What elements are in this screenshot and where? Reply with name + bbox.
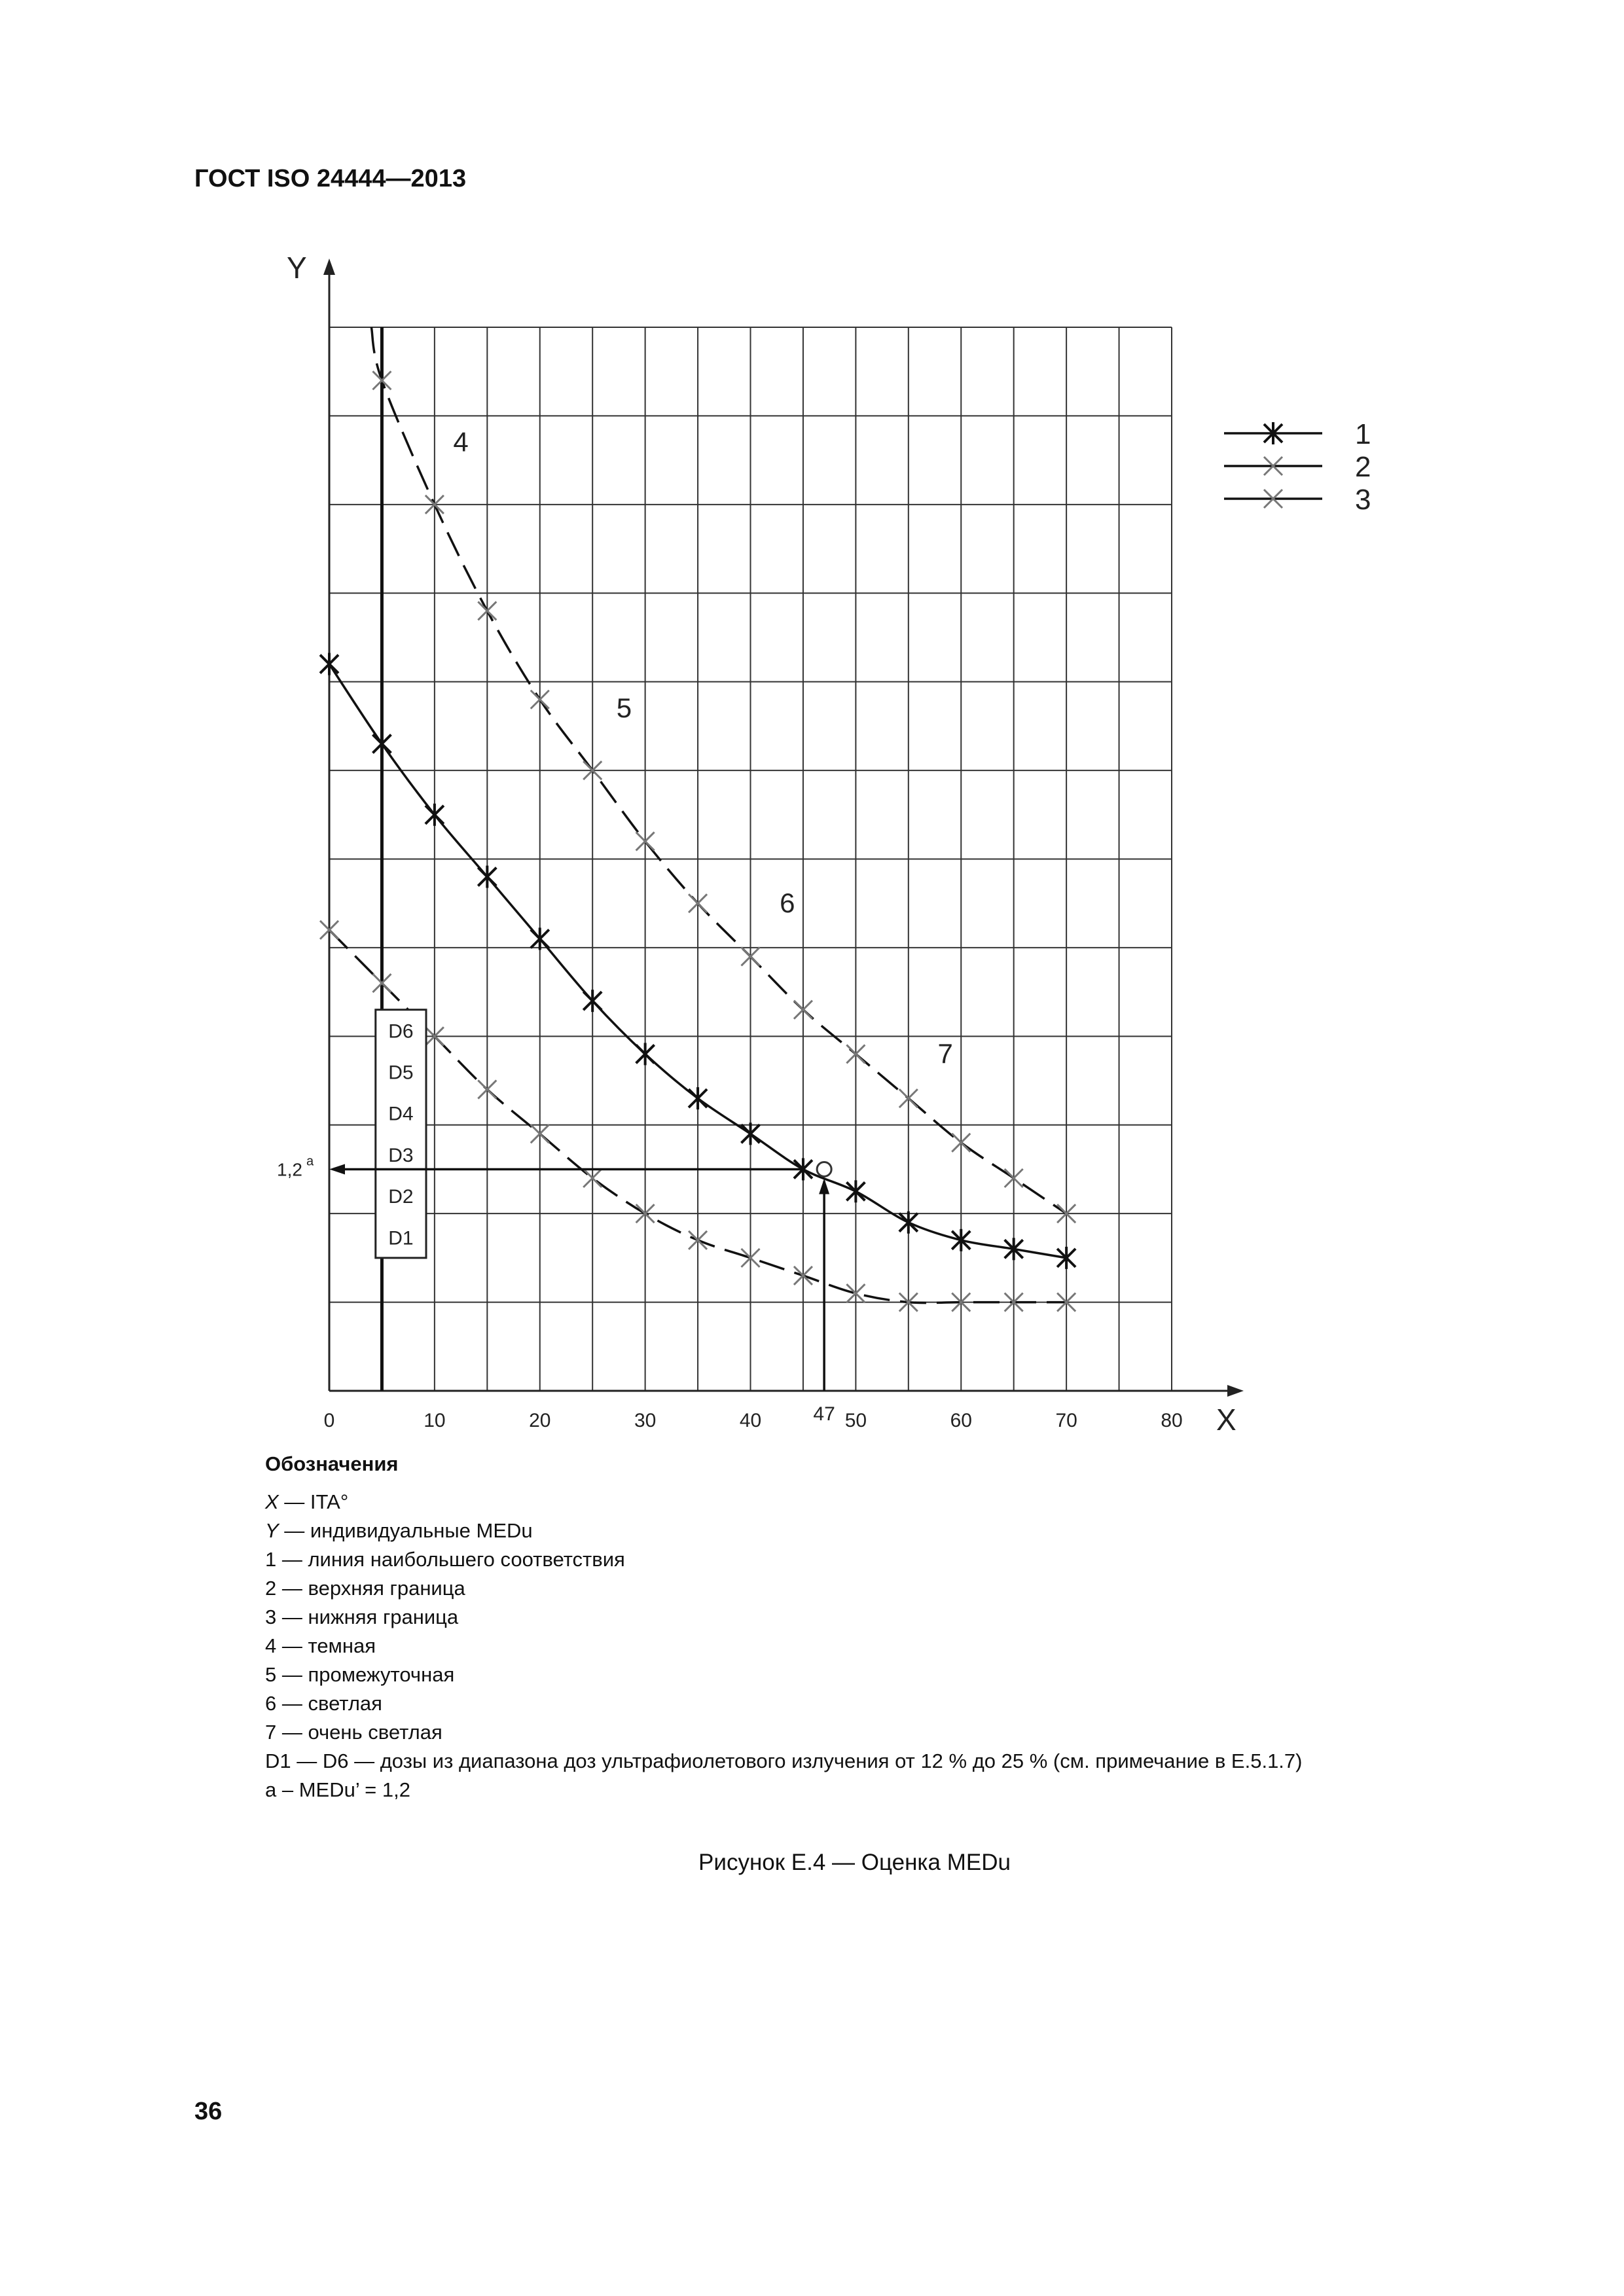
dose-label-D1: D1 (388, 1227, 414, 1249)
x-tick-label: 40 (739, 1410, 762, 1431)
x-tick-label: 70 (1055, 1410, 1077, 1431)
data-point-series-1 (952, 1229, 970, 1251)
legend-item-text: D1 — D6 — дозы из диапазона доз ультрафиолетового излучения от 12 % до 25 % (см. примечание в E.5.1.7) (265, 1749, 1303, 1772)
legend-item-symbol: X (265, 1490, 279, 1513)
annotation-y-label: 1,2 (277, 1159, 302, 1180)
legend-label-3: 3 (1355, 484, 1371, 516)
document-header: ГОСТ ISO 24444—2013 (194, 165, 467, 192)
figure-caption: Рисунок Е.4 — Оценка MEDu (698, 1850, 1011, 1875)
zone-label-6: 6 (780, 887, 795, 918)
legend-item-text: 1 — линия наибольшего соответствия (265, 1548, 625, 1571)
zone-label-4: 4 (453, 426, 469, 457)
x-tick-label: 30 (634, 1410, 657, 1431)
legend-item-text: 2 — верхняя граница (265, 1577, 465, 1600)
legend-item (265, 1488, 1302, 1516)
data-point-series-1 (320, 653, 338, 675)
legend-item-text: 5 — промежуточная (265, 1663, 455, 1686)
data-point-series-1 (531, 927, 549, 950)
legend-title: Обозначения (265, 1452, 399, 1475)
legend-item (265, 1660, 1302, 1689)
x-tick-label: 0 (323, 1410, 335, 1431)
legend-item-text: 3 — нижняя граница (265, 1605, 459, 1628)
data-point-series-1 (636, 1043, 655, 1065)
zone-label-5: 5 (616, 692, 632, 723)
legend-item (265, 1689, 1302, 1718)
x-tick-label: 50 (844, 1410, 867, 1431)
dose-label-D6: D6 (388, 1020, 414, 1043)
page-number: 36 (194, 2098, 223, 2125)
legend-item-symbol: Y (265, 1519, 279, 1542)
legend-item-text: 4 — темная (265, 1634, 376, 1657)
x-tick-label: 10 (424, 1410, 446, 1431)
legend-item (265, 1603, 1302, 1632)
y-axis-arrow (323, 259, 335, 275)
data-point-series-1 (742, 1122, 760, 1145)
annotation-point (817, 1162, 831, 1176)
legend-label-2: 2 (1355, 451, 1371, 483)
data-point-series-1 (583, 990, 602, 1012)
x-tick-label: 20 (529, 1410, 551, 1431)
y-axis-label: Y (287, 251, 307, 285)
dose-box (376, 1010, 426, 1258)
data-point-series-1 (372, 732, 391, 755)
data-point-series-1 (425, 804, 444, 826)
legend-label-1: 1 (1355, 418, 1371, 450)
legend-item (265, 1747, 1302, 1776)
legend-item (265, 1718, 1302, 1747)
legend-item (265, 1516, 1302, 1545)
dose-label-D3: D3 (388, 1144, 414, 1166)
legend-item (265, 1632, 1302, 1660)
annotation-horizontal-arrow (329, 1164, 345, 1174)
dose-label-D4: D4 (388, 1103, 414, 1125)
legend-item (265, 1574, 1302, 1603)
annotation-y-label-sup: a (306, 1154, 314, 1169)
legend-items (265, 1488, 1302, 1804)
dose-label-D2: D2 (388, 1186, 414, 1208)
legend-item-text: a – MEDu’ = 1,2 (265, 1778, 410, 1801)
legend-item (265, 1545, 1302, 1574)
annotation-x-label: 47 (813, 1403, 835, 1425)
zone-label-7: 7 (937, 1037, 953, 1069)
data-point-series-1 (846, 1180, 865, 1202)
legend-block (265, 1450, 1302, 1804)
legend-item-text: 6 — светлая (265, 1692, 382, 1715)
legend-item-text: 7 — очень светлая (265, 1721, 442, 1744)
data-point-series-1 (689, 1087, 707, 1109)
x-axis-label: X (1216, 1403, 1236, 1437)
legend-item (265, 1776, 1302, 1804)
legend-item-text: — ITA° (278, 1490, 349, 1513)
data-point-series-1 (899, 1211, 918, 1234)
dose-label-D5: D5 (388, 1062, 414, 1084)
x-tick-label: 80 (1161, 1410, 1183, 1431)
data-point-series-1 (478, 866, 496, 888)
x-axis-arrow (1227, 1385, 1244, 1397)
x-tick-label: 60 (950, 1410, 972, 1431)
legend-item-text: — индивидуальные MEDu (278, 1519, 533, 1542)
